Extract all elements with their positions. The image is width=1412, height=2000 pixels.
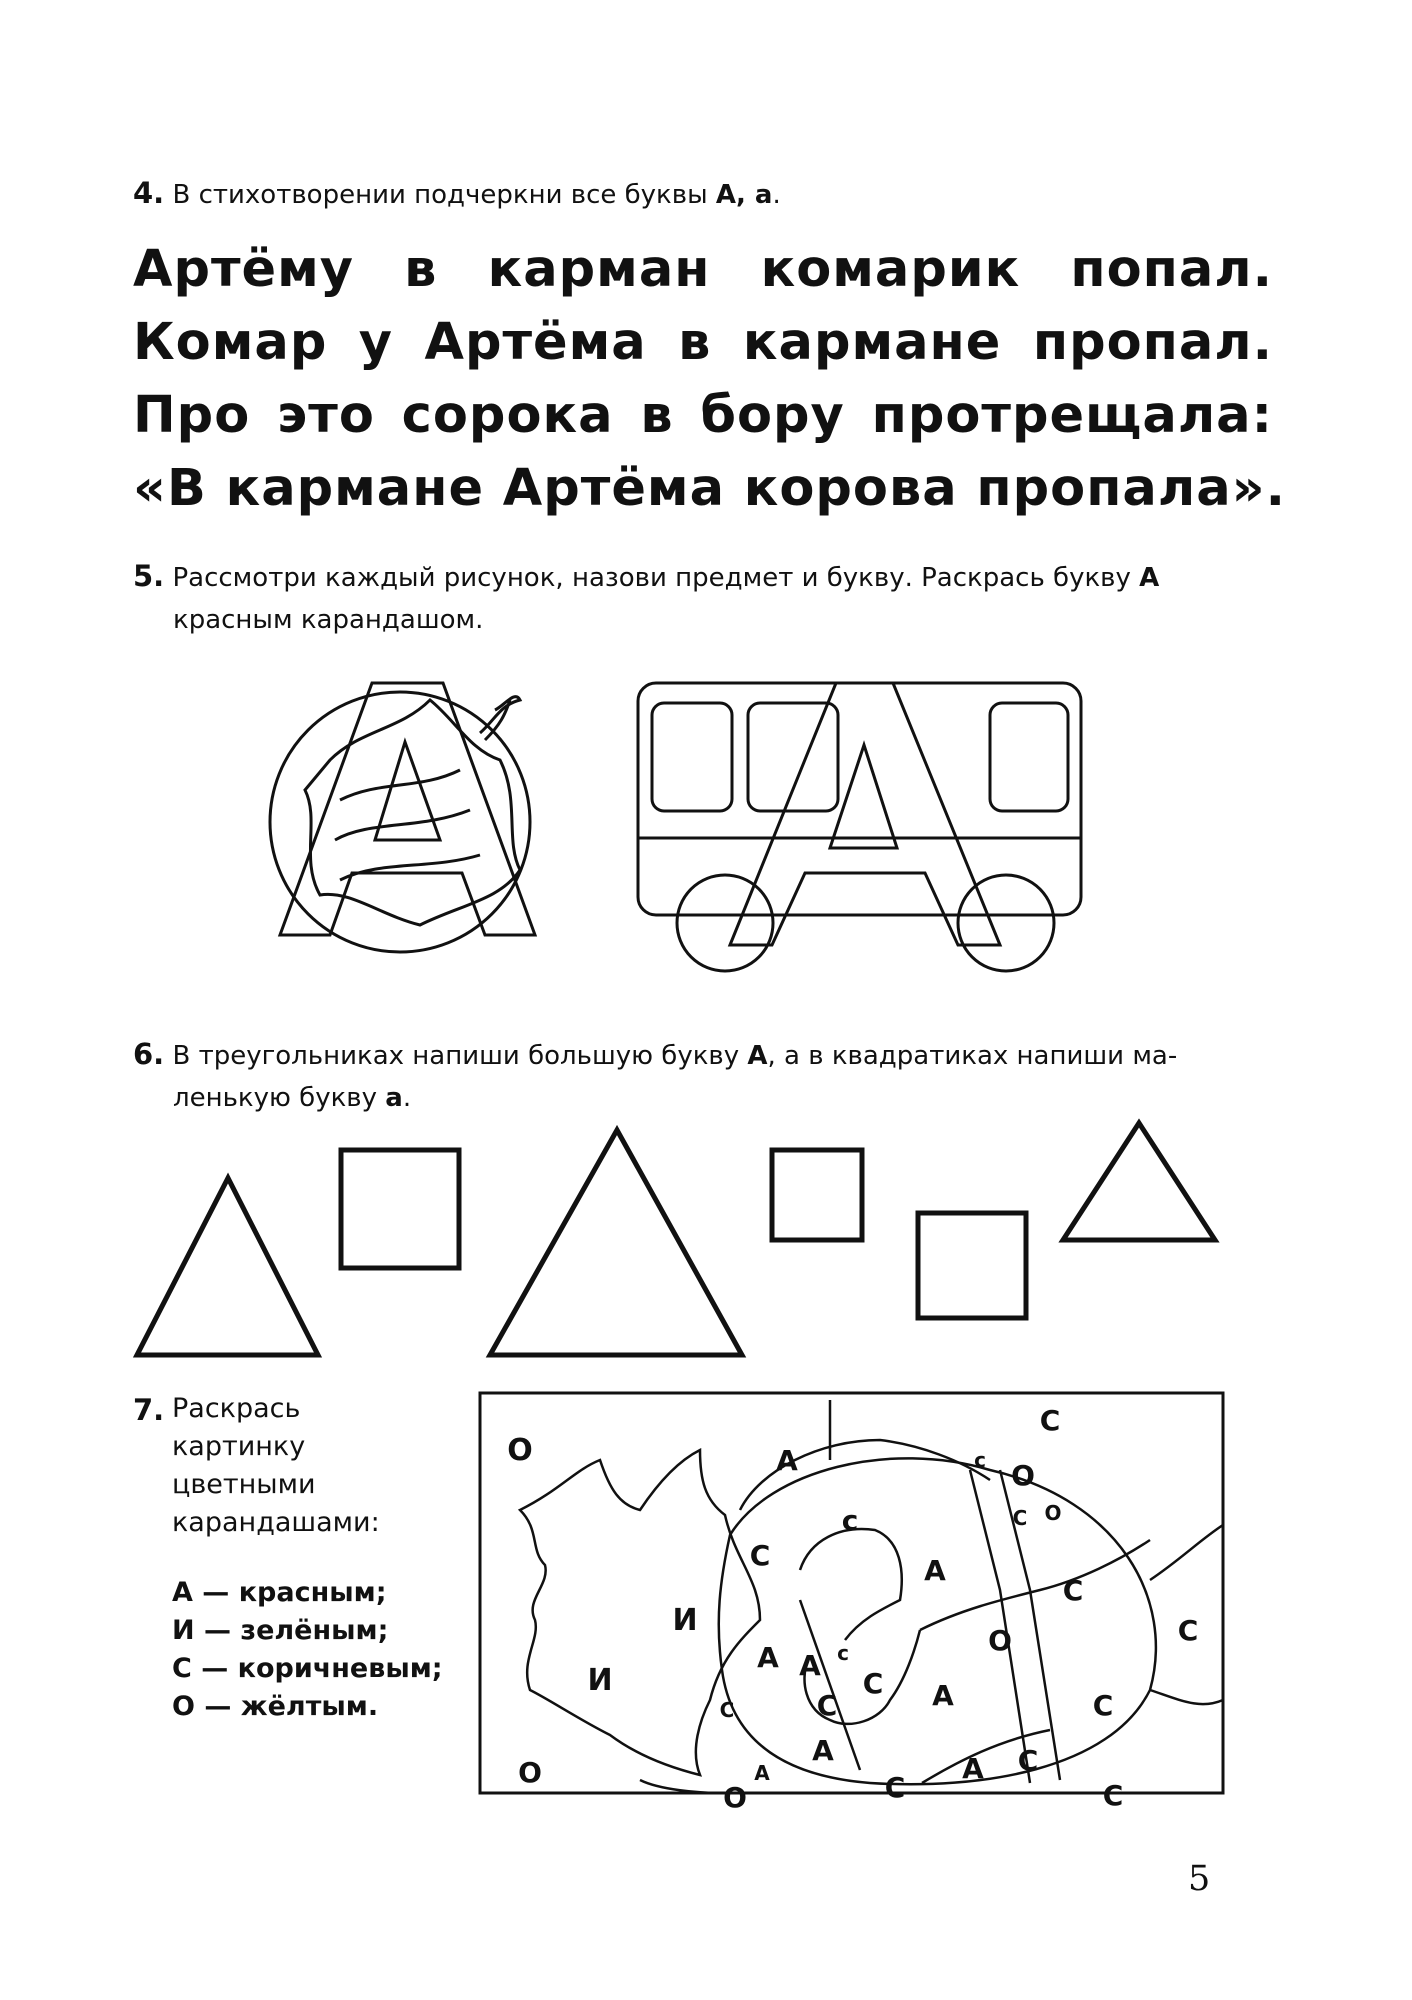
punctuation: . [402,1083,412,1113]
puzzle-letter: С [1062,1574,1084,1607]
highlight-letter: А [747,1041,768,1071]
triangle-shape[interactable] [1063,1123,1215,1240]
punctuation: . [772,180,781,210]
intro-line: Раскрась [172,1393,301,1424]
legend-key-i: И — зелёным; [172,1615,389,1646]
square-shape[interactable] [341,1150,459,1268]
task-number: 6. [133,1037,165,1071]
task-6-shapes [137,1123,1215,1355]
square-shape[interactable] [772,1150,862,1240]
highlight-letter: А [1139,563,1160,593]
puzzle-letter: О [988,1624,1012,1657]
intro-line: карандашами: [172,1507,380,1538]
task-number: 4. [133,176,165,210]
legend-key-s: С — коричневым; [172,1653,443,1684]
puzzle-letter: И [587,1663,613,1698]
puzzle-letter: С [1102,1779,1124,1812]
puzzle-letter: С [816,1689,838,1722]
puzzle-letter: А [776,1444,798,1477]
intro-line: цветными [172,1469,316,1500]
puzzle-letter: О [518,1756,542,1789]
intro-line: картинку [172,1431,306,1462]
puzzle-letter: А [932,1679,954,1712]
puzzle-letter: С [719,1698,735,1722]
poem-line: «В кармане Артёма корова пропала». [133,459,1286,518]
puzzle-letter: О [1011,1459,1035,1492]
puzzle-letter: О [723,1781,747,1814]
poem-line: Про это сорока в бору протрещала: [133,386,1273,445]
puzzle-letter: И [672,1603,698,1638]
puzzle-letter: О [1044,1501,1062,1525]
puzzle-letter: с [837,1641,849,1665]
puzzle-letter: А [799,1649,821,1682]
puzzle-letter: С [749,1539,771,1572]
square-shape[interactable] [918,1213,1026,1318]
puzzle-letter: С [862,1667,884,1700]
puzzle-letter: А [812,1734,834,1767]
instruction-text: В треугольниках напиши большую букву [172,1041,748,1071]
highlight-letters: А, а [715,180,773,210]
triangle-shape[interactable] [490,1130,742,1355]
puzzle-letter: С [1039,1404,1061,1437]
puzzle-letter: С [884,1771,906,1804]
puzzle-letter: С [1017,1744,1039,1777]
puzzle-letter: С [1177,1614,1199,1647]
triangle-shape[interactable] [137,1178,318,1355]
puzzle-letter: с [974,1448,986,1472]
watermelon-picture [270,683,535,952]
legend-key-o: О — жёлтым. [172,1691,379,1722]
puzzle-letter: с [841,1504,859,1537]
coloring-puzzle [480,1393,1223,1814]
instruction-text: , а в квадратиках напиши ма- [767,1041,1178,1071]
puzzle-letter: С [1012,1506,1028,1530]
task-number: 7. [133,1393,165,1427]
highlight-letter: а [385,1083,403,1113]
legend-key-a: А — красным; [172,1577,387,1608]
puzzle-letter: О [507,1433,533,1468]
task-number: 5. [133,559,165,593]
instruction-text: В стихотворении подчеркни все буквы [172,180,716,210]
poem-line: Артёму в карман комарик попал. [133,240,1273,299]
puzzle-letter: А [962,1752,984,1785]
bus-picture [638,683,1081,971]
puzzle-letter: А [924,1554,946,1587]
poem-line: Комар у Артёма в кармане пропал. [133,313,1273,372]
puzzle-letter: С [1092,1689,1114,1722]
instruction-text: ленькую букву [173,1083,386,1113]
page-number: 5 [1188,1859,1211,1899]
instruction-text: Рассмотри каждый рисунок, назови предмет и букву. Раскрась букву [172,563,1140,593]
puzzle-letter: А [754,1761,770,1785]
puzzle-letter: А [757,1641,779,1674]
instruction-text: красным карандашом. [173,605,484,635]
